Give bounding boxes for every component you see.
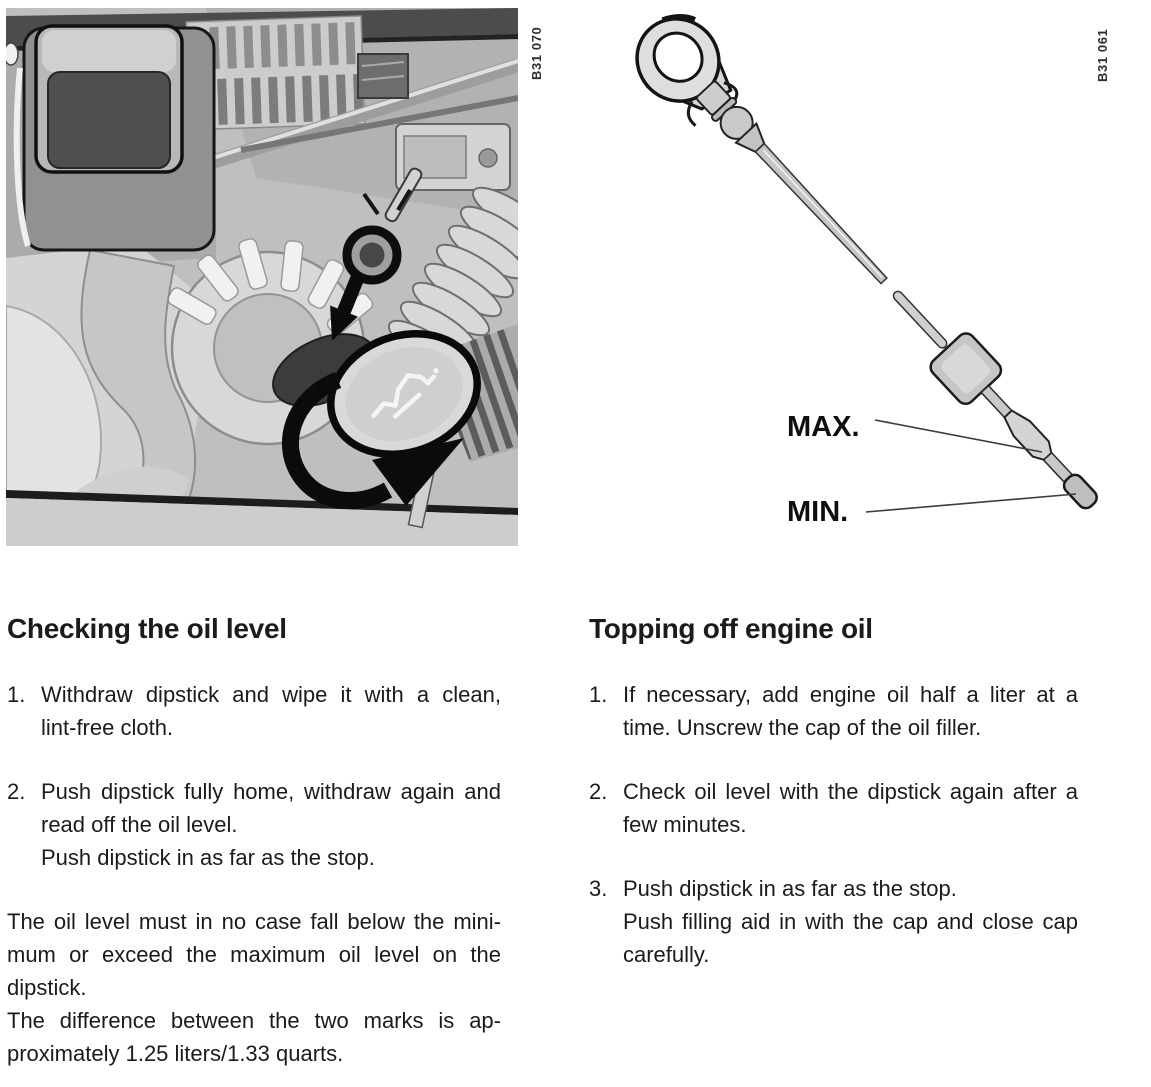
section-topping-off-oil: [589, 612, 1078, 1002]
engine-bay-photo: [6, 8, 518, 546]
list-item-number: 1.: [7, 682, 26, 707]
text-line: Withdraw dipstick and wipe it with a clean,: [41, 682, 501, 707]
section-checking-oil-level: [7, 612, 501, 1070]
min-leader-line: [866, 494, 1076, 512]
list-item: [589, 872, 1078, 971]
engine-cover: [17, 26, 214, 250]
text-line: read off the oil level.: [41, 812, 238, 837]
list-item-number: 3.: [589, 876, 608, 901]
list-item-number: 2.: [7, 779, 26, 804]
list-item-text: [623, 775, 1078, 841]
list-item-text: [41, 678, 501, 744]
dipstick-drawing: [620, 2, 1122, 532]
body-paragraph: [7, 905, 501, 1070]
text-line: lint-free cloth.: [41, 715, 174, 740]
text-line: If necessary, add engine oil half a liter at a: [623, 682, 1078, 707]
text-line: Check oil level with the dipstick again after a: [623, 779, 1078, 804]
text-line: The difference between the two marks is ap-: [7, 1008, 501, 1033]
text-line: proximately 1.25 liters/1.33 quarts.: [7, 1041, 344, 1066]
list-item-text: [41, 775, 501, 874]
list-item: [7, 678, 501, 744]
list-item-number: 2.: [589, 779, 608, 804]
text-line: The oil level must in no case fall below the mini-: [7, 909, 501, 934]
figure-code-061: B31 061: [1095, 28, 1110, 82]
list-item: [589, 775, 1078, 841]
dipstick-max-zone: [1000, 406, 1056, 463]
figure-code-070: B31 070: [529, 26, 544, 80]
section-heading: Checking the oil level: [7, 613, 287, 644]
dipstick-diagram: [590, 0, 1151, 560]
text-line: few minutes.: [623, 812, 747, 837]
text-line: dipstick.: [7, 975, 87, 1000]
section-heading: Topping off engine oil: [589, 613, 873, 644]
list-item-number: 1.: [589, 682, 608, 707]
text-line: time. Unscrew the cap of the oil filler.: [623, 715, 982, 740]
text-line: mum or exceed the maximum oil level on the: [7, 942, 501, 967]
min-label: MIN.: [787, 496, 849, 528]
engine-dark-block: [358, 54, 408, 98]
text-line: Push dipstick in as far as the stop.: [41, 845, 375, 870]
engine-photo-illustration: [6, 8, 518, 546]
list-item-text: [623, 872, 1078, 971]
text-line: Push dipstick fully home, withdraw again and: [41, 779, 501, 804]
max-label: MAX.: [787, 411, 860, 443]
list-item: [7, 775, 501, 874]
list-item-text: [623, 678, 1078, 744]
text-line: Push dipstick in as far as the stop.: [623, 876, 957, 901]
list-item: [589, 678, 1078, 744]
text-line: carefully.: [623, 942, 710, 967]
text-line: Push filling aid in with the cap and close cap: [623, 909, 1078, 934]
